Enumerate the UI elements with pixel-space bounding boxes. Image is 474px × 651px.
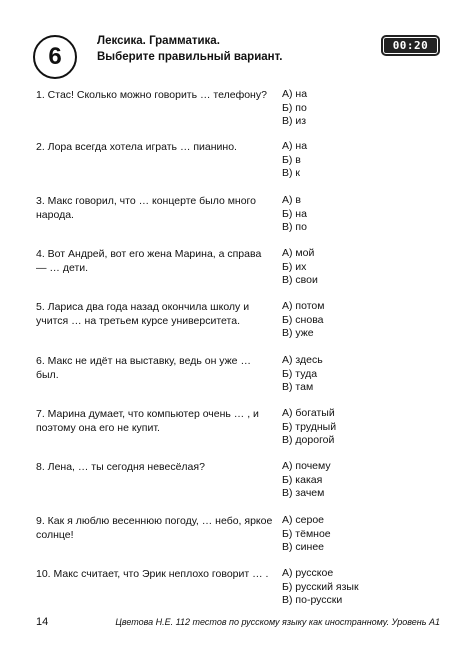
answer-option[interactable]: В) дорогой	[282, 434, 335, 446]
answer-options	[282, 247, 318, 288]
answer-option[interactable]: А) богатый	[282, 407, 335, 419]
answer-option[interactable]: А) серое	[282, 514, 325, 526]
answer-option[interactable]: Б) трудный	[282, 420, 337, 433]
question-text: 5. Лариса два года назад окончила школу и учится … на третьем курсе университета.	[36, 301, 250, 327]
answer-options	[282, 460, 331, 501]
answer-option[interactable]: В) из	[282, 115, 307, 127]
answer-option[interactable]: Б) их	[282, 260, 307, 273]
task-instruction: Выберите правильный вариант.	[97, 51, 283, 63]
answer-option[interactable]: В) свои	[282, 274, 318, 286]
footer-citation: Цветова Н.Е. 112 тестов по русскому языку как иностранному. Уровень А1	[115, 617, 440, 627]
answer-option[interactable]: Б) на	[282, 207, 307, 220]
question-text: 7. Марина думает, что компьютер очень … , и поэтому она его не купит.	[36, 408, 259, 434]
answer-option[interactable]: Б) туда	[282, 367, 318, 380]
answer-option[interactable]: Б) снова	[282, 313, 324, 326]
answer-options	[282, 514, 331, 555]
answer-option[interactable]: А) почему	[282, 460, 331, 472]
answer-option[interactable]: Б) в	[282, 153, 301, 166]
answer-options	[282, 407, 336, 448]
task-title: Лексика. Грамматика.	[97, 35, 220, 47]
answer-options	[282, 567, 359, 608]
answer-options	[282, 300, 324, 341]
question-text: 4. Вот Андрей, вот его жена Марина, а справа — … дети.	[36, 248, 262, 274]
question-text: 3. Макс говорил, что … концерте было много народа.	[36, 195, 256, 221]
answer-option[interactable]: А) в	[282, 194, 301, 206]
answer-option[interactable]: В) зачем	[282, 487, 325, 499]
answer-option[interactable]: А) здесь	[282, 354, 323, 366]
task-number: 6	[48, 43, 62, 70]
answer-options	[282, 88, 307, 129]
answer-option[interactable]: В) там	[282, 381, 314, 393]
task-number-badge	[33, 35, 77, 79]
question-text: 10. Макс считает, что Эрик неплохо говорит … .	[36, 568, 269, 580]
question-text: 9. Как я люблю весеннюю погоду, … небо, яркое солнце!	[36, 515, 273, 541]
answer-option[interactable]: А) потом	[282, 300, 325, 312]
question-text: 8. Лена, … ты сегодня невесёлая?	[36, 461, 205, 473]
answer-option[interactable]: Б) русский язык	[282, 580, 359, 593]
answer-option[interactable]: А) мой	[282, 247, 315, 259]
answer-option[interactable]: Б) тёмное	[282, 527, 331, 540]
answer-option[interactable]: Б) по	[282, 101, 307, 114]
timer-badge	[381, 35, 440, 56]
answer-option[interactable]: А) на	[282, 88, 308, 100]
page-number: 14	[36, 616, 49, 628]
answer-option[interactable]: В) синее	[282, 541, 325, 553]
question-text: 2. Лора всегда хотела играть … пианино.	[36, 141, 237, 153]
answer-option[interactable]: В) уже	[282, 327, 314, 339]
answer-option[interactable]: В) к	[282, 167, 301, 179]
task-heading	[97, 33, 282, 65]
answer-option[interactable]: Б) какая	[282, 473, 323, 486]
answer-options	[282, 354, 323, 395]
answer-options	[282, 194, 307, 235]
answer-option[interactable]: А) русское	[282, 567, 334, 579]
answer-option[interactable]: В) по-русски	[282, 594, 343, 606]
question-text: 6. Макс не идёт на выставку, ведь он уже … был.	[36, 355, 251, 381]
answer-option[interactable]: В) по	[282, 221, 307, 233]
answer-option[interactable]: А) на	[282, 140, 308, 152]
timer-text: 00:20	[383, 37, 438, 54]
question-text: 1. Стас! Сколько можно говорить … телефону?	[36, 89, 267, 101]
answer-options	[282, 140, 307, 181]
